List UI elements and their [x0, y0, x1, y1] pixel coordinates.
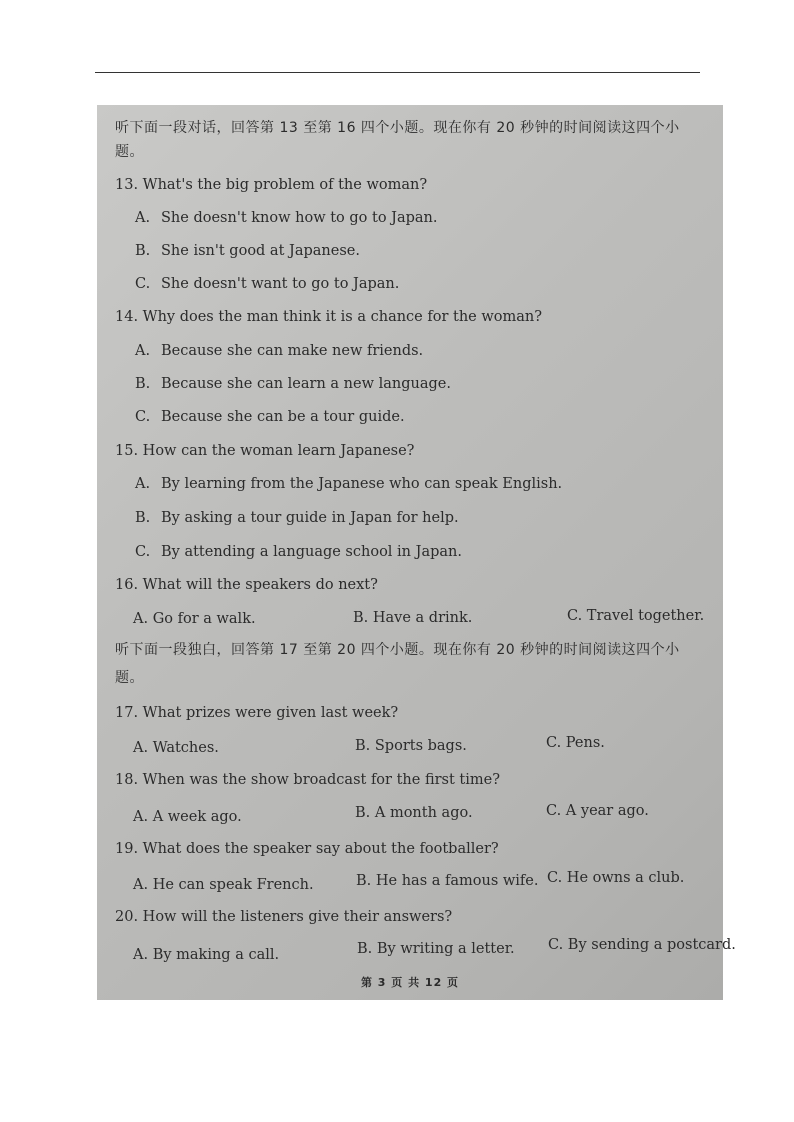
- option-18-a: A. A week ago.: [133, 809, 242, 825]
- option-16-b: B. Have a drink.: [353, 610, 473, 626]
- question-20: 20. How will the listeners give their answers?: [115, 909, 453, 925]
- option-20-b: B. By writing a letter.: [357, 941, 515, 957]
- option-19-a: A. He can speak French.: [133, 877, 314, 893]
- option-16-c: C. Travel together.: [567, 608, 705, 624]
- question-16: 16. What will the speakers do next?: [115, 577, 378, 593]
- option-18-c: C. A year ago.: [546, 803, 649, 819]
- option-20-a: A. By making a call.: [133, 947, 280, 963]
- option-15-b: B. By asking a tour guide in Japan for help.: [135, 510, 459, 526]
- question-18: 18. When was the show broadcast for the first time?: [115, 772, 500, 788]
- option-13-b: B. She isn't good at Japanese.: [135, 243, 360, 259]
- section-instruction: 听下面一段对话，回答第 13 至第 16 四个小题。现在你有 20 秒钟的时间阅读这四个小: [115, 120, 680, 136]
- section-instruction-cont: 题。: [115, 670, 144, 686]
- option-14-a: A. Because she can make new friends.: [135, 343, 424, 359]
- option-13-a: A. She doesn't know how to go to Japan.: [135, 210, 438, 226]
- option-19-b: B. He has a famous wife.: [356, 873, 539, 889]
- question-13: 13. What's the big problem of the woman?: [115, 177, 428, 193]
- page-number: 第 3 页 共 12 页: [360, 976, 460, 989]
- question-15: 15. How can the woman learn Japanese?: [115, 443, 415, 459]
- question-17: 17. What prizes were given last week?: [115, 705, 399, 721]
- option-17-a: A. Watches.: [133, 740, 219, 756]
- option-14-c: C. Because she can be a tour guide.: [135, 409, 405, 425]
- option-19-c: C. He owns a club.: [547, 870, 685, 886]
- option-18-b: B. A month ago.: [355, 805, 473, 821]
- option-16-a: A. Go for a walk.: [133, 611, 256, 627]
- option-13-c: C. She doesn't want to go to Japan.: [135, 276, 400, 292]
- option-15-a: A. By learning from the Japanese who can speak English.: [135, 476, 563, 492]
- question-19: 19. What does the speaker say about the footballer?: [115, 841, 499, 857]
- question-14: 14. Why does the man think it is a chance for the woman?: [115, 309, 542, 325]
- option-14-b: B. Because she can learn a new language.: [135, 376, 451, 392]
- section-instruction-cont: 题。: [115, 144, 144, 160]
- option-17-b: B. Sports bags.: [355, 738, 467, 754]
- option-17-c: C. Pens.: [546, 735, 605, 751]
- header-rule: [95, 72, 700, 73]
- option-20-c: C. By sending a postcard.: [548, 937, 736, 953]
- option-15-c: C. By attending a language school in Japan.: [135, 544, 462, 560]
- section-instruction: 听下面一段独白，回答第 17 至第 20 四个小题。现在你有 20 秒钟的时间阅读这四个小: [115, 642, 680, 658]
- exam-page: [97, 105, 736, 1000]
